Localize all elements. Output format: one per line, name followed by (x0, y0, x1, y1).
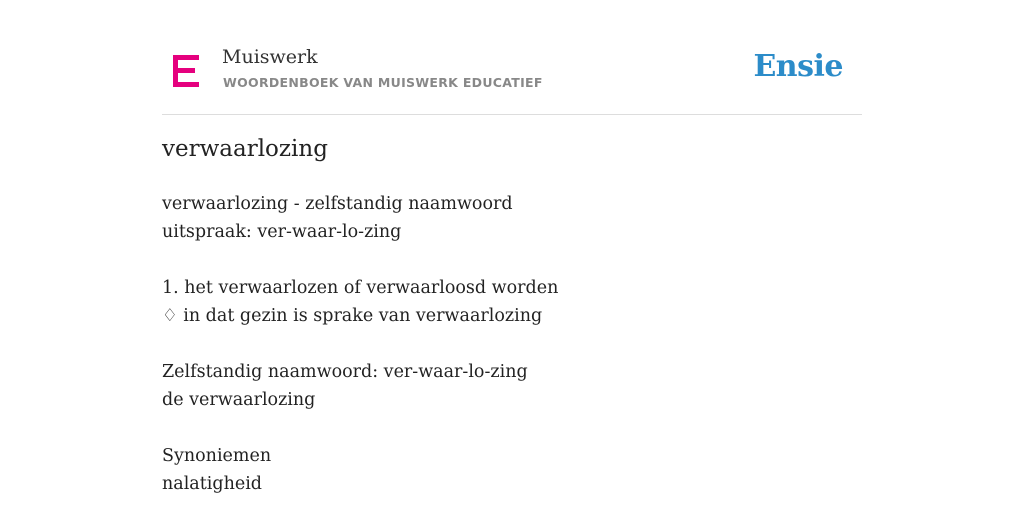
muiswerk-logo-icon[interactable] (173, 55, 199, 87)
ensie-logo[interactable]: Ensie (753, 49, 843, 84)
logo-bar-bottom (173, 82, 199, 87)
brand-subtitle: WOORDENBOEK VAN MUISWERK EDUCATIEF (223, 75, 543, 90)
synonym-item[interactable]: nalatigheid (162, 474, 262, 494)
logo-bar-middle (173, 68, 195, 73)
brand-name[interactable]: Muiswerk (222, 46, 318, 68)
spacer (162, 330, 862, 358)
spacer (162, 414, 862, 442)
pronunciation: uitspraak: ver-waar-lo-zing (162, 222, 402, 242)
site-header (162, 0, 862, 115)
logo-bar-top (173, 55, 199, 60)
noun-line: Zelfstandig naamwoord: ver-waar-lo-zing (162, 362, 528, 382)
article-form: de verwaarlozing (162, 390, 316, 410)
example-1: ♢ in dat gezin is sprake van verwaarlozing (162, 306, 543, 326)
spacer (162, 246, 862, 274)
page-title: verwaarlozing (162, 136, 328, 162)
definition-header: verwaarlozing - zelfstandig naamwoord (162, 194, 513, 214)
definition-content (162, 190, 862, 498)
sense-1: 1. het verwaarlozen of verwaarloosd worden (162, 278, 559, 298)
synonyms-heading: Synoniemen (162, 446, 272, 466)
